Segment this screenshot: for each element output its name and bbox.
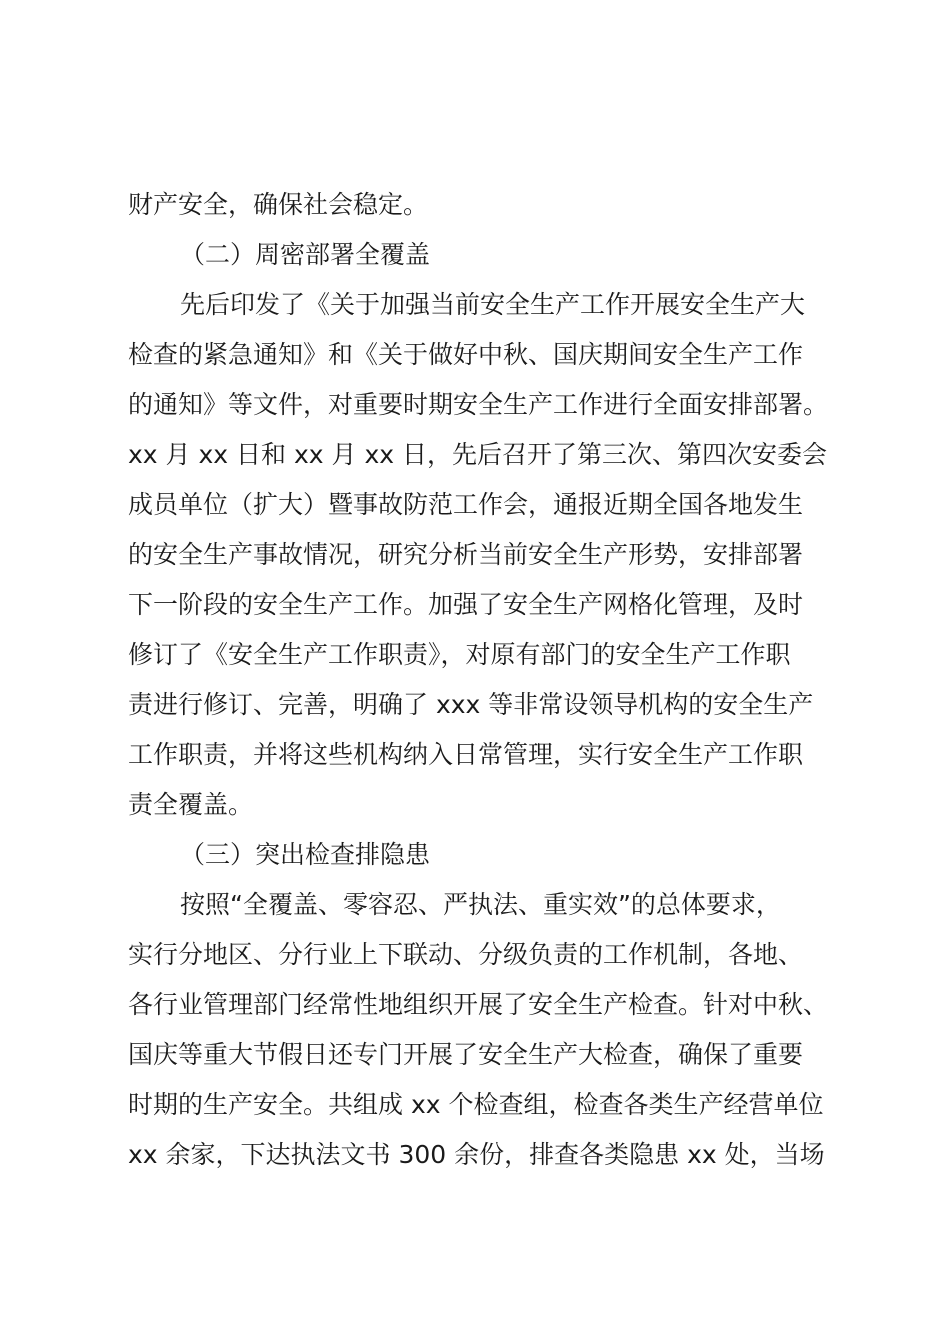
body-text-line: 责进行修订、完善，明确了 xxx 等非常设领导机构的安全生产 — [128, 690, 814, 719]
body-text-line: 的通知》等文件，对重要时期安全生产工作进行全面安排部署。 — [128, 390, 829, 419]
section-heading: （三）突出检查排隐患 — [180, 840, 431, 869]
body-text-line: 责全覆盖。 — [128, 790, 254, 819]
section-heading: （二）周密部署全覆盖 — [180, 240, 431, 269]
body-text-line: xx 月 xx 日和 xx 月 xx 日，先后召开了第三次、第四次安委会 — [128, 440, 827, 469]
body-text-line: 先后印发了《关于加强当前安全生产工作开展安全生产大 — [180, 290, 806, 319]
body-text-line: 工作职责，并将这些机构纳入日常管理，实行安全生产工作职 — [128, 740, 804, 769]
body-text-line: 下一阶段的安全生产工作。加强了安全生产网格化管理，及时 — [128, 590, 804, 619]
body-text-line: 各行业管理部门经常性地组织开展了安全生产检查。针对中秋、 — [128, 990, 829, 1019]
body-text-line: 实行分地区、分行业上下联动、分级负责的工作机制，各地、 — [128, 940, 804, 969]
body-text-line: xx 余家，下达执法文书 300 余份，排查各类隐患 xx 处，当场 — [128, 1140, 825, 1169]
body-text-line: 时期的生产安全。共组成 xx 个检查组，检查各类生产经营单位 — [128, 1090, 824, 1119]
body-text-line: 检查的紧急通知》和《关于做好中秋、国庆期间安全生产工作 — [128, 340, 804, 369]
body-text-line: 按照“全覆盖、零容忍、严执法、重实效”的总体要求， — [180, 890, 781, 919]
body-text-line: 财产安全，确保社会稳定。 — [128, 190, 429, 219]
body-text-line: 国庆等重大节假日还专门开展了安全生产大检查，确保了重要 — [128, 1040, 804, 1069]
body-text-line: 修订了《安全生产工作职责》，对原有部门的安全生产工作职 — [128, 640, 791, 669]
body-text-line: 成员单位（扩大）暨事故防范工作会，通报近期全国各地发生 — [128, 490, 804, 519]
body-text-line: 的安全生产事故情况，研究分析当前安全生产形势，安排部署 — [128, 540, 804, 569]
